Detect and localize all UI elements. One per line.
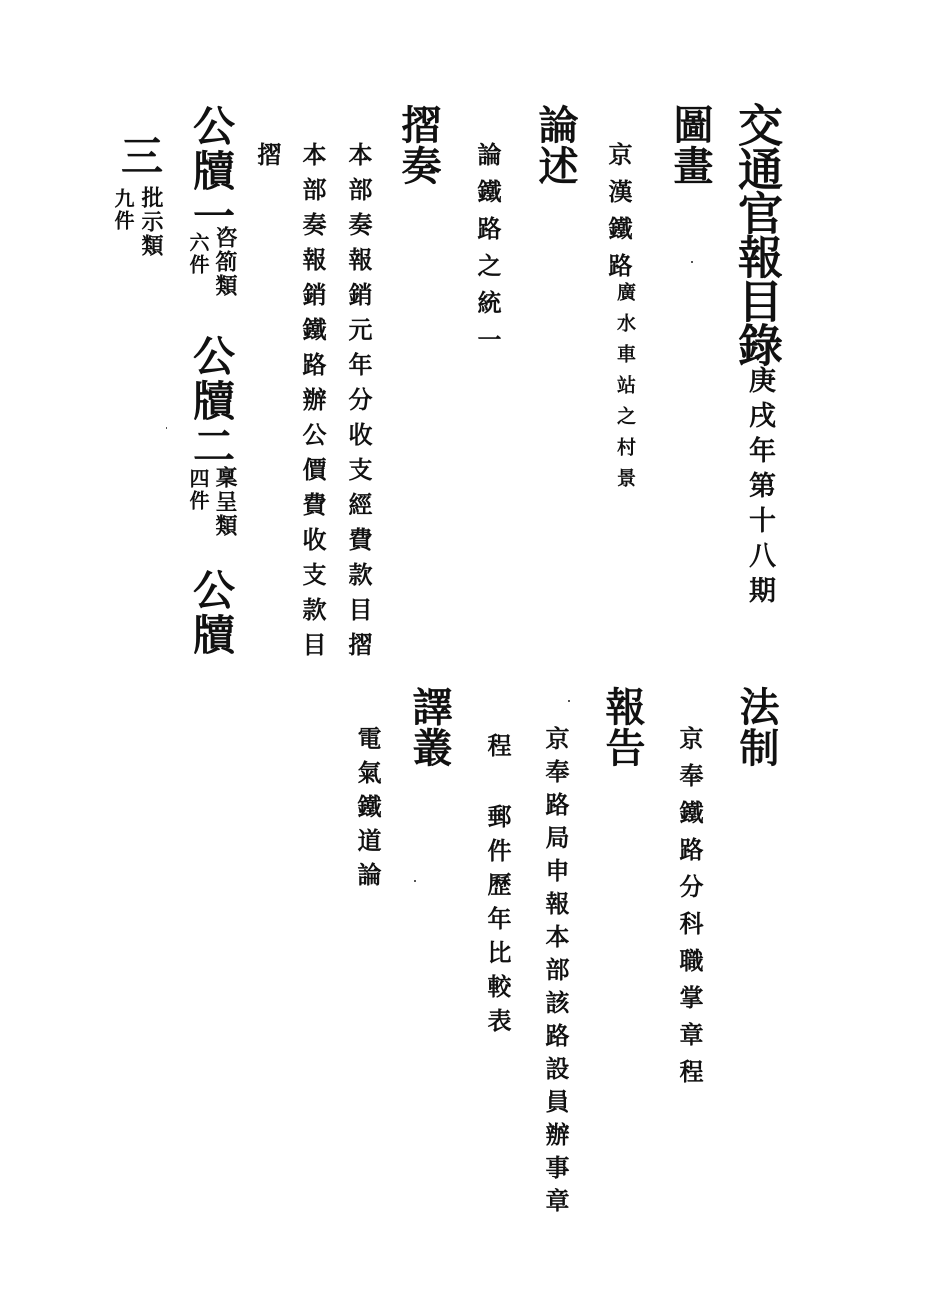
- gongdu-part-3: 公牘: [187, 568, 236, 658]
- zhezou-item-2: 本部奏報銷鐵路辦公價費收支款目: [298, 142, 327, 667]
- baogao-item-2: 程: [483, 733, 512, 770]
- gongdu-part-3-type: 批示類: [138, 186, 164, 258]
- gongdu-part-1-count: 六件: [186, 232, 210, 276]
- document-title: 交通官報目錄: [730, 102, 783, 366]
- baogao-item-3: 郵件歷年比較表: [483, 804, 512, 1042]
- issue-number: 庚戌年第十八期: [744, 366, 775, 611]
- tuhua-item-main: 京漢鐵路: [604, 142, 633, 290]
- yicong-item: 電氣鐵道論: [353, 726, 382, 896]
- ink-speck: [691, 261, 693, 263]
- ink-speck: [568, 700, 570, 702]
- fazhi-item: 京奉鐵路分科職掌章程: [675, 726, 704, 1096]
- section-heading-fazhi: 法制: [733, 686, 780, 768]
- lunshu-item: 論鐵路之統一: [473, 142, 502, 364]
- baogao-item-1: 京奉路局申報本部該路設員辦事章: [541, 726, 570, 1221]
- zhezou-item-1: 本部奏報銷元年分收支經費款目摺: [344, 142, 373, 667]
- section-heading-tuhua: 圖畫: [667, 104, 714, 186]
- ink-speck: [414, 880, 416, 882]
- section-heading-baogao: 報告: [599, 686, 646, 768]
- section-heading-yicong: 譯叢: [406, 686, 453, 768]
- ink-speck: [166, 427, 167, 429]
- section-heading-lunshu: 論述: [532, 104, 579, 186]
- gongdu-part-1-type: 咨箚類: [212, 226, 238, 298]
- gongdu-part-1: 公牘一: [187, 104, 236, 239]
- gongdu-part-2: 公牘二: [187, 334, 236, 469]
- gongdu-part-3-count: 九件: [111, 188, 135, 232]
- tuhua-item-small: 廣水車站之村景: [614, 282, 636, 499]
- zhezou-item-3: 摺: [253, 142, 282, 179]
- section-heading-zhezou: 摺奏: [395, 104, 442, 186]
- gongdu-part-2-type: 稟呈類: [212, 466, 238, 538]
- gongdu-part-3-continued: 三: [115, 134, 164, 179]
- gongdu-part-2-count: 四件: [186, 468, 210, 512]
